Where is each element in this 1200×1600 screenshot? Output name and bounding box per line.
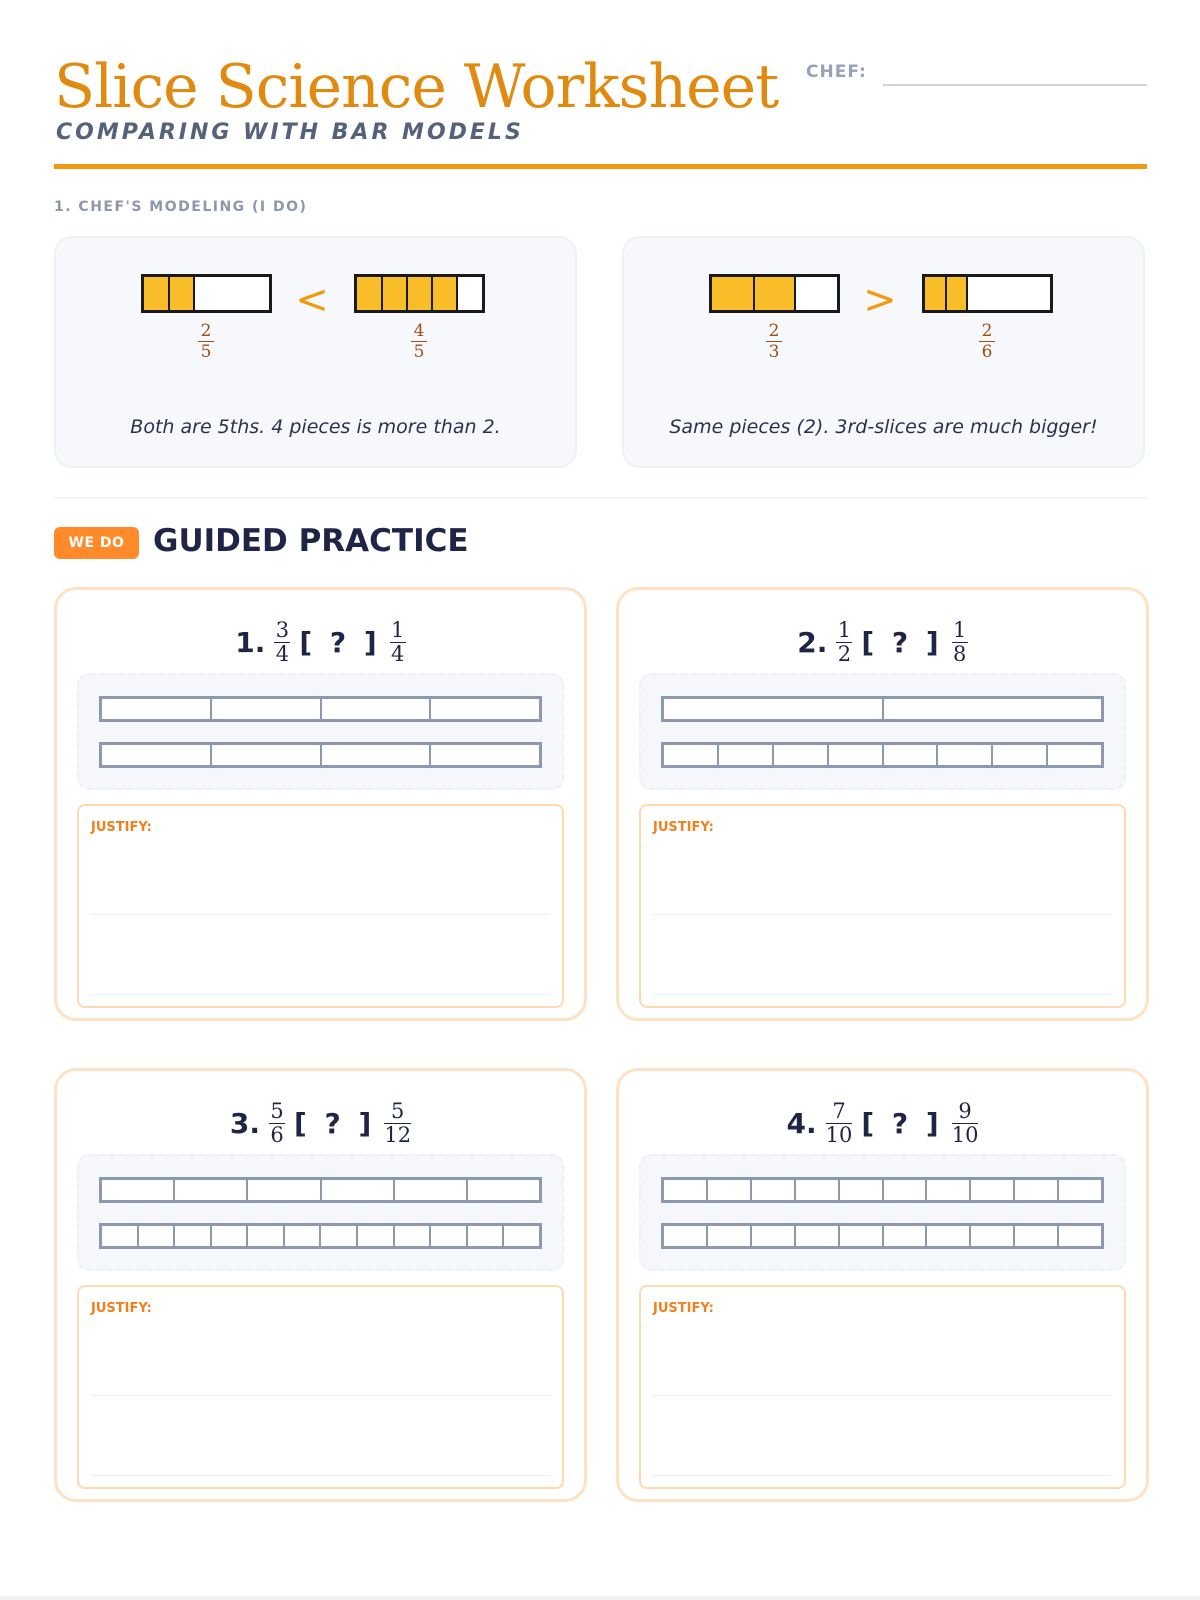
bar-segment[interactable] [502, 1226, 539, 1246]
writing-line [653, 1395, 1112, 1396]
numerator: 5 [391, 1098, 405, 1123]
bar-segment[interactable] [936, 745, 991, 765]
fraction-right [967, 322, 1007, 361]
bar-segment[interactable] [429, 745, 539, 765]
bar-segment[interactable] [664, 745, 717, 765]
problem-card-4 [616, 1068, 1149, 1502]
numerator: 3 [275, 617, 290, 642]
writing-line [91, 1395, 550, 1396]
bar-segment[interactable] [246, 1226, 283, 1246]
numerator: 7 [832, 1098, 846, 1123]
fraction-b [390, 617, 406, 666]
justify-label: JUSTIFY: [91, 820, 152, 835]
guided-practice-title: GUIDED PRACTICE [153, 523, 469, 559]
fraction-a [825, 1098, 853, 1147]
bar-segment[interactable] [706, 1226, 750, 1246]
bar-segment[interactable] [102, 745, 210, 765]
worksheet-page [54, 0, 1147, 1600]
bar-segment[interactable] [393, 1226, 430, 1246]
bar-segment[interactable] [102, 699, 210, 719]
modeling-caption: Both are 5ths. 4 pieces is more than 2. [130, 416, 501, 438]
modeling-example-1 [54, 236, 577, 468]
bar-segment[interactable] [882, 699, 1102, 719]
justify-box[interactable] [639, 804, 1126, 1008]
chef-label: CHEF: [806, 62, 867, 82]
bar-segment[interactable] [882, 1226, 926, 1246]
bar-segment[interactable] [969, 1180, 1013, 1200]
bar-segment[interactable] [664, 699, 882, 719]
fraction-a [274, 617, 290, 666]
problem-statement [57, 618, 584, 666]
bar-segment[interactable] [283, 1226, 320, 1246]
page-footer-strip [0, 1596, 1200, 1600]
problem-statement [619, 1099, 1146, 1147]
bar-segment[interactable] [925, 1226, 969, 1246]
part-divider [966, 277, 968, 310]
writing-line [653, 994, 1112, 995]
numerator: 2 [200, 321, 212, 341]
bar-segment[interactable] [210, 699, 320, 719]
bar-segment[interactable] [664, 1226, 706, 1246]
problem-number: 1. [235, 625, 266, 659]
bar-segment[interactable] [1046, 745, 1101, 765]
bar-segment[interactable] [838, 1226, 882, 1246]
problem-statement [57, 1099, 584, 1147]
denominator: 6 [981, 342, 993, 362]
problem-card-1 [54, 587, 587, 1021]
justify-box[interactable] [77, 1285, 564, 1489]
bar-model-area [639, 1154, 1126, 1271]
numerator: 4 [413, 321, 425, 341]
denominator: 10 [825, 1122, 853, 1147]
numerator: 2 [768, 321, 780, 341]
bar-segment[interactable] [794, 1180, 838, 1200]
part-divider [381, 277, 383, 310]
modeling-caption: Same pieces (2). 3rd-slices are much bigger! [669, 416, 1098, 438]
justify-box[interactable] [639, 1285, 1126, 1489]
bar-segment[interactable] [794, 1226, 838, 1246]
denominator: 5 [200, 342, 212, 362]
bar-segment[interactable] [706, 1180, 750, 1200]
problem-number: 4. [786, 1106, 817, 1140]
problem-number: 3. [229, 1106, 261, 1140]
chef-name-field[interactable] [883, 84, 1147, 86]
part-divider [753, 277, 755, 310]
empty-bar-model-b [99, 742, 542, 768]
empty-bar-model-a [99, 1177, 542, 1203]
writing-line [653, 914, 1112, 915]
bar-segment[interactable] [319, 1226, 356, 1246]
fraction-b [951, 1098, 979, 1147]
part-divider [431, 277, 433, 310]
bar-segment[interactable] [827, 745, 882, 765]
fraction-right [399, 322, 439, 361]
bar-segment[interactable] [664, 1180, 706, 1200]
fraction-left [754, 322, 794, 361]
numerator: 1 [391, 617, 405, 642]
empty-bar-model-b [661, 742, 1104, 768]
denominator: 4 [391, 641, 405, 666]
empty-bar-model-b [661, 1223, 1104, 1249]
part-divider [406, 277, 408, 310]
empty-bar-model-a [99, 696, 542, 722]
fraction-b [384, 1098, 412, 1147]
part-divider [168, 277, 170, 310]
comparison-blank[interactable]: [ ? ] [299, 625, 381, 659]
denominator: 12 [384, 1122, 412, 1147]
numerator: 5 [270, 1098, 284, 1123]
bar-segment[interactable] [838, 1180, 882, 1200]
bar-segment[interactable] [466, 1226, 503, 1246]
bar-segment[interactable] [429, 699, 539, 719]
comparison-blank[interactable]: [ ? ] [861, 625, 943, 659]
bar-segment[interactable] [102, 1180, 173, 1200]
bar-segment[interactable] [1013, 1226, 1057, 1246]
numerator: 9 [958, 1098, 972, 1123]
part-divider [794, 277, 796, 310]
comparison-symbol: < [295, 277, 329, 323]
bar-segment[interactable] [717, 745, 772, 765]
part-divider [456, 277, 458, 310]
empty-bar-model-a [661, 1177, 1104, 1203]
bar-segment[interactable] [320, 1180, 393, 1200]
bar-segment[interactable] [1057, 1226, 1101, 1246]
bar-segment[interactable] [750, 1226, 794, 1246]
bar-model-area [639, 673, 1126, 790]
bar-segment[interactable] [925, 1180, 969, 1200]
denominator: 10 [951, 1122, 979, 1147]
bar-segment[interactable] [882, 1180, 926, 1200]
comparison-symbol: > [863, 277, 897, 323]
bar-model-area [77, 1154, 564, 1271]
bar-model-right [354, 274, 485, 313]
comparison-blank[interactable]: [ ? ] [861, 1106, 943, 1140]
problem-card-3 [54, 1068, 587, 1502]
bar-segment[interactable] [210, 1226, 247, 1246]
bar-segment[interactable] [356, 1226, 393, 1246]
fraction-a [836, 617, 852, 666]
justify-box[interactable] [77, 804, 564, 1008]
bar-segment[interactable] [320, 745, 430, 765]
page-subtitle: COMPARING WITH BAR MODELS [56, 120, 524, 145]
modeling-example-2 [622, 236, 1145, 468]
denominator: 4 [275, 641, 290, 666]
bar-segment[interactable] [320, 699, 430, 719]
problem-card-2 [616, 587, 1149, 1021]
bar-model-left [709, 274, 840, 313]
problem-statement [619, 618, 1146, 666]
justify-label: JUSTIFY: [653, 1301, 714, 1316]
numerator: 1 [837, 617, 852, 642]
bar-model-left [141, 274, 272, 313]
denominator: 8 [953, 641, 967, 666]
modeling-section-label: 1. CHEF'S MODELING (I DO) [54, 199, 308, 215]
bar-segment[interactable] [991, 745, 1046, 765]
page-title: Slice Science Worksheet [54, 52, 779, 122]
problem-number: 2. [797, 625, 828, 659]
part-divider [193, 277, 195, 310]
fraction-a [269, 1098, 285, 1147]
justify-label: JUSTIFY: [653, 820, 714, 835]
numerator: 1 [953, 617, 967, 642]
bar-segment[interactable] [393, 1180, 466, 1200]
bar-segment[interactable] [102, 1226, 137, 1246]
bar-segment[interactable] [466, 1180, 539, 1200]
bar-model-area [77, 673, 564, 790]
numerator: 2 [981, 321, 993, 341]
bar-segment[interactable] [429, 1226, 466, 1246]
bar-segment[interactable] [173, 1180, 246, 1200]
denominator: 5 [413, 342, 425, 362]
comparison-blank[interactable]: [ ? ] [294, 1106, 376, 1140]
empty-bar-model-a [661, 696, 1104, 722]
bar-model-right [922, 274, 1053, 313]
bar-segment[interactable] [750, 1180, 794, 1200]
bar-segment[interactable] [882, 745, 937, 765]
empty-bar-model-b [99, 1223, 542, 1249]
writing-line [91, 914, 550, 915]
denominator: 6 [270, 1122, 284, 1147]
bar-segment[interactable] [173, 1226, 210, 1246]
bar-segment[interactable] [969, 1226, 1013, 1246]
header-divider [54, 164, 1147, 169]
denominator: 3 [768, 342, 780, 362]
bar-segment[interactable] [210, 745, 320, 765]
bar-segment[interactable] [1057, 1180, 1101, 1200]
bar-segment[interactable] [1013, 1180, 1057, 1200]
bar-segment[interactable] [246, 1180, 319, 1200]
part-divider [945, 277, 947, 310]
we-do-badge: WE DO [54, 527, 139, 559]
bar-segment[interactable] [772, 745, 827, 765]
writing-line [653, 1475, 1112, 1476]
fraction-left [186, 322, 226, 361]
fraction-b [952, 617, 968, 666]
justify-label: JUSTIFY: [91, 1301, 152, 1316]
writing-line [91, 1475, 550, 1476]
denominator: 2 [837, 641, 852, 666]
bar-segment[interactable] [137, 1226, 174, 1246]
writing-line [91, 994, 550, 995]
section-divider [54, 497, 1147, 499]
